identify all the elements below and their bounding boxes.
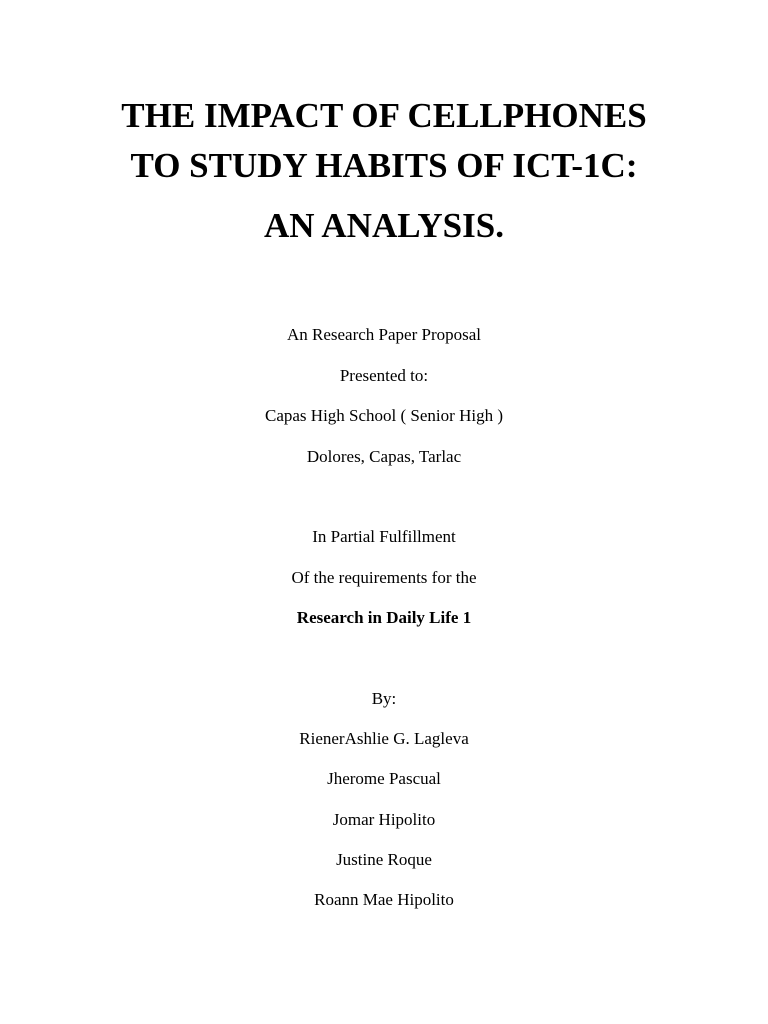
title-line-2: TO STUDY HABITS OF ICT-1C: [130,146,638,185]
author-name: Roann Mae Hipolito [314,890,454,909]
author-name: Jherome Pascual [327,769,441,788]
proposal-type: An Research Paper Proposal [286,325,482,344]
fulfillment-line-1: In Partial Fulfillment [312,527,456,546]
title-line-3: AN ANALYSIS. [264,206,504,245]
presented-to-label: Presented to: [339,366,429,385]
school-address: Dolores, Capas, Tarlac [306,447,462,466]
fulfillment-line-2: Of the requirements for the [291,568,477,587]
author-name: Justine Roque [336,850,432,869]
author-name: Jomar Hipolito [332,810,436,829]
subject-name: Research in Daily Life 1 [296,608,472,627]
by-label: By: [371,689,397,708]
title-line-1: THE IMPACT OF CELLPHONES [121,96,647,135]
author-name: RienerAshlie G. Lagleva [299,729,469,748]
school-name: Capas High School ( Senior High ) [265,406,503,425]
